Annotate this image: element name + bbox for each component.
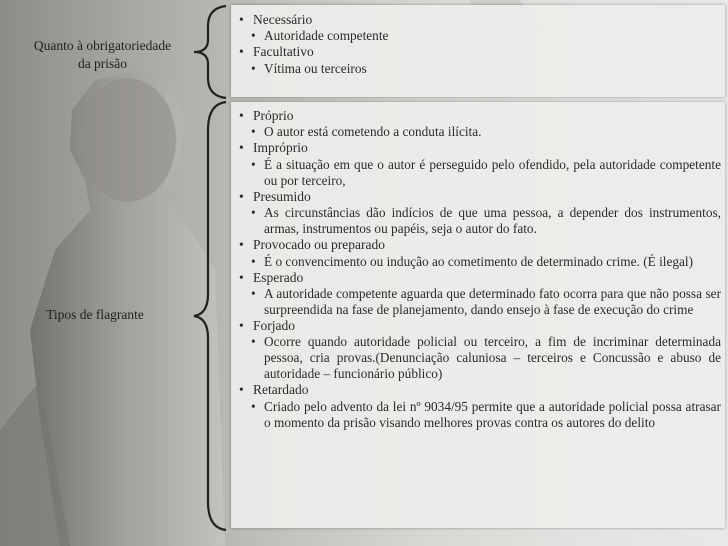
list-item-detail: • As circunstâncias dão indícios de que uma pessoa, a depender dos instrumentos, armas, instrumentos ou papéis, seja o autor do fato. — [231, 205, 725, 237]
panel-obrigatoriedade — [231, 5, 725, 97]
list-item-title: • Necessário — [235, 12, 725, 28]
list-item-detail: • Criado pelo advento da lei nº 9034/95 permite que a autoridade policial possa atrasar o momento da prisão visando melhores provas contra os autores do delito — [231, 399, 725, 431]
list-item-title: • Forjado — [235, 318, 725, 334]
list-item-title: • Esperado — [235, 270, 725, 286]
list-item-title: • Próprio — [235, 108, 725, 124]
list-item-detail: • Ocorre quando autoridade policial ou terceiro, a fim de incriminar determinada pessoa, cria provas.(Denunciação caluniosa – terceiros e Concussão e abuso de autoridade – funcionário público) — [231, 334, 725, 382]
list-item-detail: • Autoridade competente — [231, 28, 725, 44]
list-item-detail: • A autoridade competente aguarda que determinado fato ocorra para que não possa ser surpreendida na fase de planejamento, dando ensejo à fase de execução do crime — [231, 286, 725, 318]
brace-top — [190, 4, 230, 100]
label-obrigatoriedade: Quanto à obrigatoriedade da prisão — [33, 38, 172, 71]
label-tipos-de-flagrante: Tipos de flagrante — [46, 307, 144, 322]
list-item-detail: • É o convencimento ou indução ao cometimento de determinado crime. (É ilegal) — [231, 254, 725, 270]
list-item-title: • Retardado — [235, 382, 725, 398]
list-item-title: • Impróprio — [235, 140, 725, 156]
list-tipos — [231, 102, 725, 431]
list-obrigatoriedade — [231, 5, 725, 77]
list-item-title: • Facultativo — [235, 44, 725, 60]
list-item-title: • Presumido — [235, 189, 725, 205]
list-item-title: • Provocado ou preparado — [235, 237, 725, 253]
brace-bottom — [190, 100, 230, 532]
panel-tipos-de-flagrante — [231, 102, 725, 528]
list-item-detail: • É a situação em que o autor é perseguido pelo ofendido, pela autoridade competente ou por terceiro, — [231, 157, 725, 189]
list-item-detail: • Vítima ou terceiros — [231, 61, 725, 77]
list-item-detail: • O autor está cometendo a conduta ilícita. — [231, 124, 725, 140]
